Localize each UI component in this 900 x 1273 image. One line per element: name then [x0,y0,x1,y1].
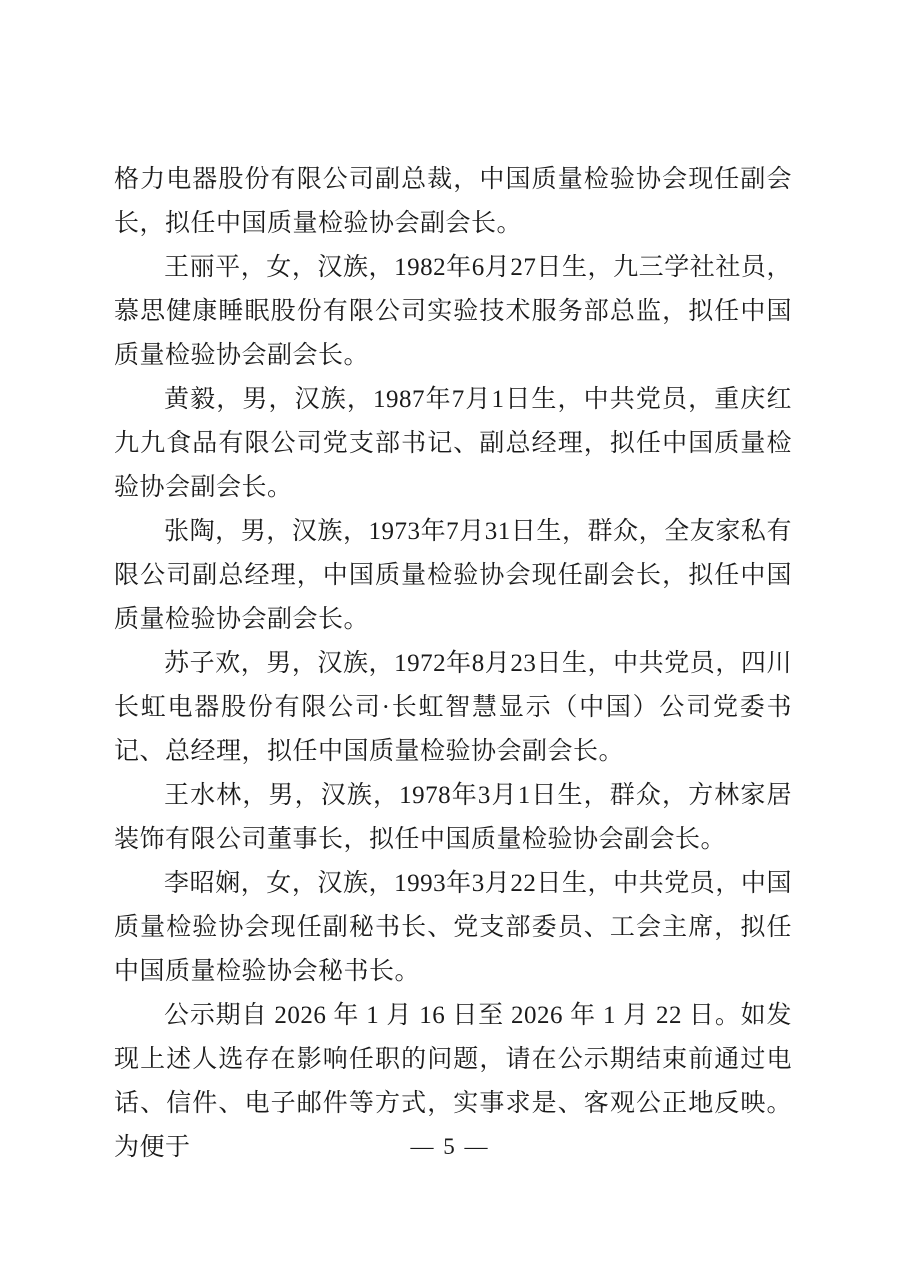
paragraph-su-zihuan: 苏子欢，男，汉族，1972年8月23日生，中共党员，四川长虹电器股份有限公司·长虹智慧显示（中国）公司党委书记、总经理，拟任中国质量检验协会副会长。 [114,650,792,765]
paragraph-public-notice-period: 公示期自 2026 年 1 月 16 日至 2026 年 1 月 22 日。如发现上述人选存在影响任职的问题，请在公示期结束前通过电话、信件、电子邮件等方式，实事求是、客观公正地反映。为便于 [114,1002,792,1161]
document-body-text [114,158,792,1170]
paragraph-li-zhaoxian: 李昭娴，女，汉族，1993年3月22日生，中共党员，中国质量检验协会现任副秘书长、党支部委员、工会主席，拟任中国质量检验协会秘书长。 [114,870,792,985]
paragraph-continuation-geli: 格力电器股份有限公司副总裁，中国质量检验协会现任副会长，拟任中国质量检验协会副会长。 [114,166,792,237]
paragraph-huang-yi: 黄毅，男，汉族，1987年7月1日生，中共党员，重庆红九九食品有限公司党支部书记、副总经理，拟任中国质量检验协会副会长。 [114,386,792,501]
paragraph-zhang-tao: 张陶，男，汉族，1973年7月31日生，群众，全友家私有限公司副总经理，中国质量检验协会现任副会长，拟任中国质量检验协会副会长。 [114,518,792,633]
page-number-footer: — 5 — [410,1134,490,1159]
paragraph-wang-shuilin: 王水林，男，汉族，1978年3月1日生，群众，方林家居装饰有限公司董事长，拟任中国质量检验协会副会长。 [114,782,792,853]
paragraph-wang-liping: 王丽平，女，汉族，1982年6月27日生，九三学社社员，慕思健康睡眠股份有限公司实验技术服务部总监，拟任中国质量检验协会副会长。 [114,254,792,369]
